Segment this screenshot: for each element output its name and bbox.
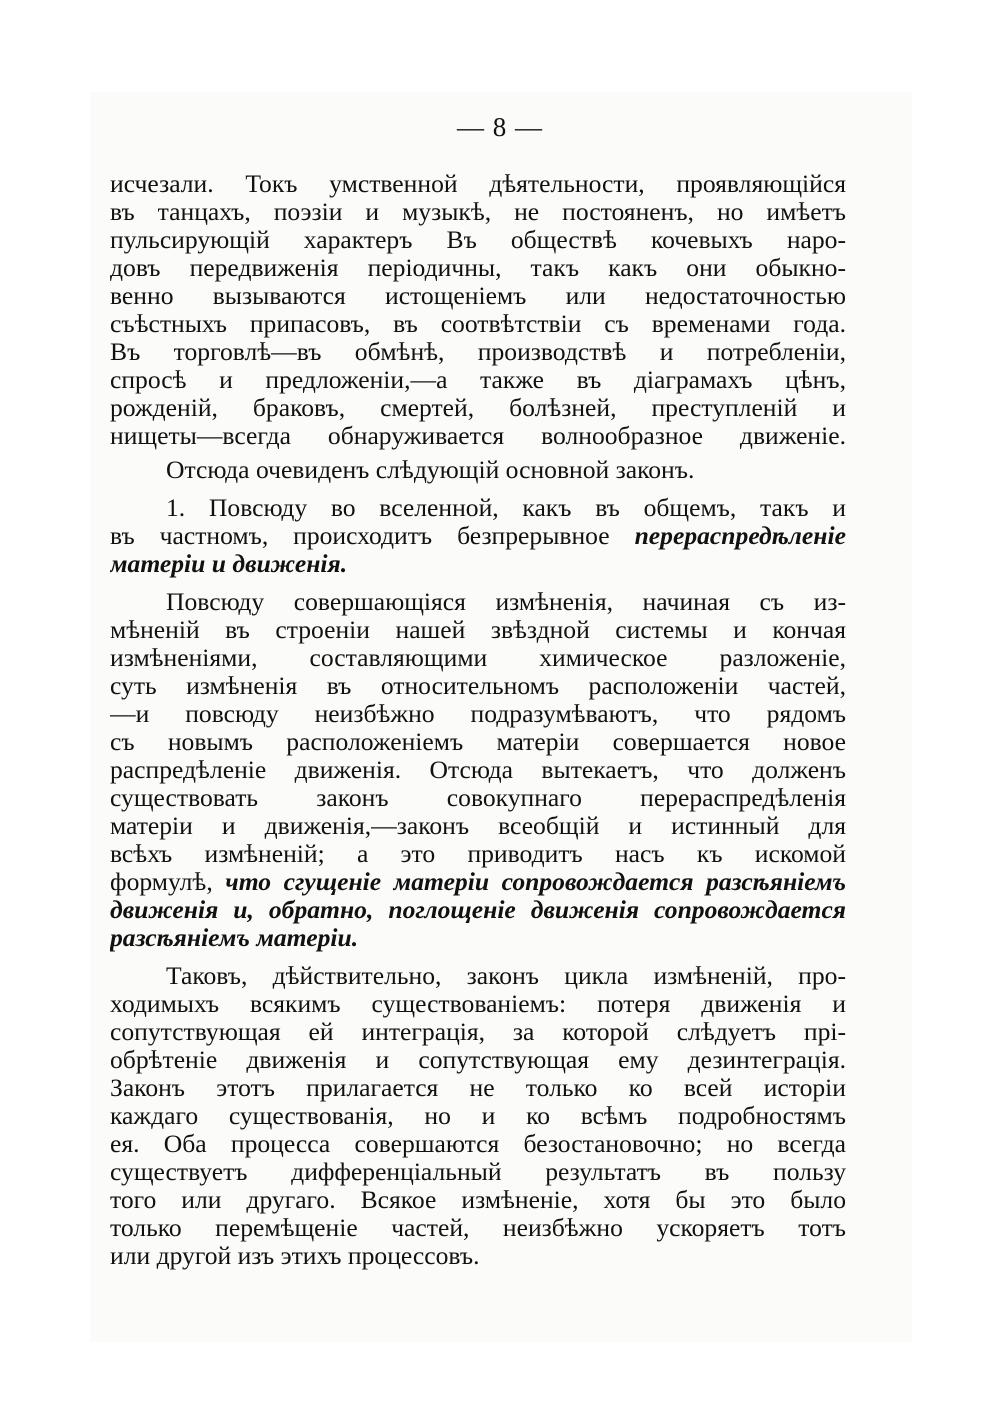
document-body [110, 170, 846, 1270]
text-line: каждаго существованія, но и ко всѣмъ подробностямъ [110, 1102, 846, 1130]
text-line: довъ передвиженія періодичны, такъ какъ они обыкно- [110, 254, 846, 282]
text-line: ходимыхъ всякимъ существованіемъ: потеря движенія и [110, 990, 846, 1018]
text-run: въ частномъ, происходитъ безпрерывное [110, 522, 610, 550]
text-line [110, 868, 846, 896]
text-line: нищеты—всегда обнаруживается волнообразное движеніе. [110, 422, 846, 450]
text-line: —и повсюду неизбѣжно подразумѣваютъ, что рядомъ [110, 700, 846, 728]
text-line: 1. Повсюду во вселенной, какъ въ общемъ, такъ и [166, 494, 846, 522]
text-line: обрѣтеніе движенія и сопутствующая ему дезинтеграція. [110, 1046, 846, 1074]
text-line: пульсирующій характеръ Въ обществѣ кочевыхъ наро- [110, 226, 846, 254]
paragraph-4 [110, 588, 846, 952]
text-line: всѣхъ измѣненій; а это приводитъ насъ къ искомой [110, 840, 846, 868]
text-line: матеріи и движенія,—законъ всеобщій и истинный для [110, 812, 846, 840]
text-line: ея. Оба процесса совершаются безостановочно; но всегда [110, 1130, 846, 1158]
text-line: Повсюду совершающіяся измѣненія, начиная съ из- [166, 588, 846, 616]
text-line: рожденій, браковъ, смертей, болѣзней, преступленій и [110, 394, 846, 422]
text-line: съ новымъ расположеніемъ матеріи совершается новое [110, 728, 846, 756]
emphasis-text: перераспредѣленіе [634, 522, 846, 550]
text-line: существовать законъ совокупнаго перераспредѣленія [110, 784, 846, 812]
text-line: измѣненіями, составляющими химическое разложеніе, [110, 644, 846, 672]
text-line: венно вызываются истощеніемъ или недостаточностью [110, 282, 846, 310]
emphasis-text: разсѣяніемъ матеріи. [110, 924, 359, 952]
text-line: Законъ этотъ прилагается не только ко всей исторіи [110, 1074, 846, 1102]
paragraph-2 [110, 456, 846, 484]
text-line: того или другаго. Всякое измѣненіе, хотя бы это было [110, 1186, 846, 1214]
text-line: распредѣленіе движенія. Отсюда вытекаетъ, что долженъ [110, 756, 846, 784]
paragraph-1 [110, 170, 846, 450]
emphasis-text: движенія и, обратно, поглощеніе движенія сопровождается [110, 896, 846, 924]
emphasis-text: матеріи и движенія. [110, 550, 348, 578]
text-line: спросѣ и предложеніи,—а также въ діаграмахъ цѣнъ, [110, 366, 846, 394]
text-line: съѣстныхъ припасовъ, въ соотвѣтствіи съ временами года. [110, 310, 846, 338]
text-line: исчезали. Токъ умственной дѣятельности, проявляющійся [110, 170, 846, 198]
text-line: только перемѣщеніе частей, неизбѣжно ускоряетъ тотъ [110, 1214, 846, 1242]
emphasis-text: что сгущеніе матеріи сопровождается разсѣяніемъ [225, 868, 846, 896]
text-line: Въ торговлѣ—въ обмѣнѣ, производствѣ и потребленіи, [110, 338, 846, 366]
page-number: — 8 — [457, 112, 543, 142]
text-line: суть измѣненія въ относительномъ расположеніи частей, [110, 672, 846, 700]
text-run: формулѣ, [110, 868, 213, 896]
text-line [110, 522, 846, 550]
text-line: Отсюда очевиденъ слѣдующій основной законъ. [166, 456, 695, 484]
text-line: въ танцахъ, поэзіи и музыкѣ, не постояненъ, но имѣетъ [110, 198, 846, 226]
text-line: Таковъ, дѣйствительно, законъ цикла измѣненій, про- [166, 962, 846, 990]
text-line: или другой изъ этихъ процессовъ. [110, 1242, 480, 1270]
text-line: мѣненій въ строеніи нашей звѣздной системы и кончая [110, 616, 846, 644]
paragraph-5 [110, 962, 846, 1270]
text-line: сопутствующая ей интеграція, за которой слѣдуетъ прі- [110, 1018, 846, 1046]
text-line: существуетъ дифференціальный результатъ въ пользу [110, 1158, 846, 1186]
law-statement [110, 494, 846, 578]
